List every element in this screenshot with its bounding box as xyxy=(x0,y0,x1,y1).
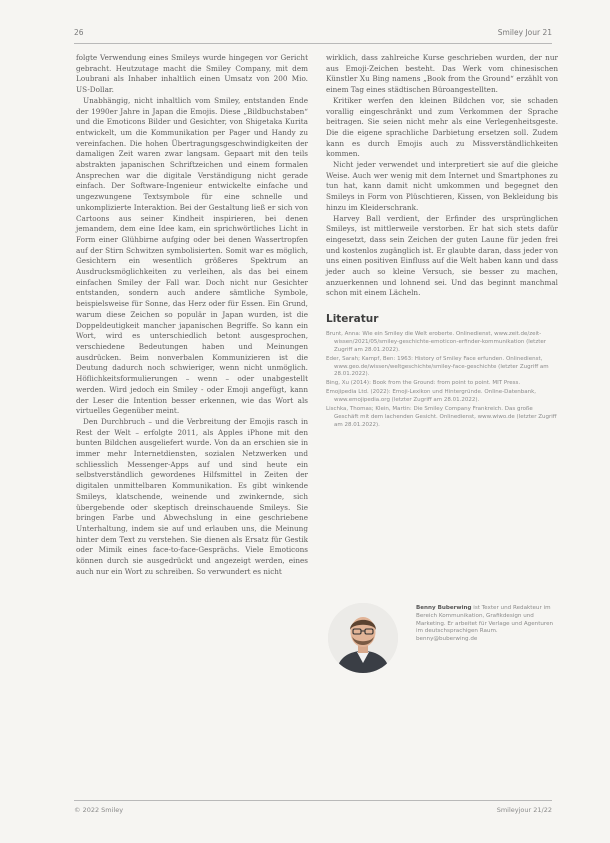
reference-list xyxy=(326,331,558,430)
page-footer xyxy=(74,806,552,816)
reference-item: Lischka, Thomas; Klein, Martin: Die Smiley Company Frankreich. Das große Geschäft mit dem lachenden Gesicht. Onlinedienst, www.wiwo.de (letzter Zugriff am 28.01.2022). xyxy=(326,406,557,428)
reference-item: Bing, Xu (2014): Book from the Ground: from point to point. MIT Press. xyxy=(326,380,521,387)
left-column xyxy=(76,53,308,577)
footer-issue: Smileyjour 21/22 xyxy=(496,806,552,814)
footer-copyright: © 2022 Smiley xyxy=(74,806,124,814)
paragraph: folgte Verwendung eines Smileys wurde hingegen vor Gericht gebracht. Heutzutage macht die Smiley Company, mit dem Loubrani als Inhaber inhaltlich einen Umsatz von 200 Mio. US-Dollar. xyxy=(76,53,308,95)
author-name: Benny Buberwing xyxy=(416,605,472,611)
reference-item: Brunt, Anna: Wie ein Smiley die Welt eroberte. Onlinedienst, www.zeit.de/zeit-wissen/2021/05/smiley-geschichte-emoticon-erfinder-kommunikation (letzter Zugriff am 28.01.2022). xyxy=(326,330,547,353)
paragraph: Harvey Ball verdient, der Erfinder des ursprünglichen Smileys, ist mittlerweile verstorben. Er hat sich stets dafür eingesetzt, dass sein Zeichen der guten Laune für jeden frei und kostenlos zugänglich ist. Er glaubte daran, dass jeder von uns einen positiven Einfluss auf die Welt haben kann und dass jeder auch so kleine Versuch, sie besser zu machen, anzuerkennen und lohnend sei. Und das beginnt manchmal schon mit einem Lächeln. xyxy=(326,213,558,298)
paragraph: wirklich, dass zahlreiche Kurse geschrieben wurden, der nur aus Emoji-Zeichen besteht. Das Werk vom chinesischen Künstler Xu Bing namens „Book from the Ground“ erzählt von einem Tag eines städtischen Büroangestellten. xyxy=(326,53,558,95)
author-photo xyxy=(328,603,398,673)
author-portrait-image xyxy=(328,603,398,673)
right-column xyxy=(326,53,558,431)
literature-heading: Literatur xyxy=(326,313,379,326)
author-email[interactable]: benny@buberwing.de xyxy=(416,636,478,643)
paragraph: Unabhängig, nicht inhaltlich vom Smiley, entstanden Ende der 1990er Jahre in Japan die Emojis. Diese „Bildbuchstaben“ und die Emoticons Bilder und Gesichter, von Shigetaka Kurita entwickelt, um die Kommunikation per Pager und Handy zu vereinfachen. Die hohen Übertragungsgeschwindigkeiten der damaligen Zeit waren zwar langsam. Gepaart mit den teils abstrakten japanischen Schriftzeichen und einem formalen Ansprechen war die digitale Verständigung nicht gerade einfach. Der Software-Ingenieur entwickelte einfache und ungezwungene Textsymbole für eine schnelle und unkomplizierte Interaktion. Bei der Gestaltung ließ er sich von Cartoons aus seiner Kindheit inspirieren, bei denen jemandem, dem eine Idee kam, ein sprichwörtliches Licht in Form einer Glühbirne aufging oder bei denen Wassertropfen auf der Stirn Schwitzen symbolisierten. Somit war es möglich, Gesichtern ein wesentlich größeres Spektrum an Ausdrucksmöglichkeiten zu verleihen, als das bei einem einfachen Smiley der Fall war. Doch nicht nur Gesichter entstanden, sondern auch andere sämtliche Symbole, beispielsweise für Sonne, das Herz oder für Essen. Ein Grund, warum diese Zeichen so populär in Japan wurden, ist die Doppeldeutigkeit mancher japanischen Begriffe. So kann ein Wort, wird es unterschiedlich betont ausgesprochen, verschiedene Bedeutungen haben und Meinungen ausdrücken. Beim nonverbalen Kommunizieren ist die Deutung dadurch noch schwieriger, wenn nicht unmöglich. Höflichkeitsformulierungen – wenn – oder unabgestellt werden. Wird jedoch ein Smiley - oder Emoji angefügt, kann der Leser die Intention besser erkennen, wie das Wort als virtuelles Gegenüber meint. xyxy=(76,95,308,416)
paragraph: Nicht jeder verwendet und interpretiert sie auf die gleiche Weise. Auch wer wenig mit dem Internet und Smartphones zu tun hat, kann damit nicht umkommen und begegnet den Smileys in Form von Plüschtieren, Kissen, von Bekleidung bis hinzu im Kleiderschrank. xyxy=(326,160,558,212)
author-description: ist Texter und Redakteur im Bereich Kommunikation, Grafikdesign und Marketing. Er arbeitet für Verlage und Agenturen im deutschsprachigen Raum. xyxy=(416,605,554,635)
reference-item: Eder, Sarah; Kampf, Ben: 1963: History of Smiley Face erfunden. Onlinedienst, www.geo.de/wissen/weltgeschichte/smiley-face-geschichte (letzter Zugriff am 28.01.2022). xyxy=(326,355,549,378)
footer-divider xyxy=(74,800,552,801)
header-divider xyxy=(74,43,552,44)
page-header xyxy=(74,28,552,42)
journal-title: Smiley Jour 21 xyxy=(497,28,552,37)
author-bio xyxy=(416,605,558,644)
paragraph: Den Durchbruch – und die Verbreitung der Emojis rasch in Rest der Welt – erfolgte 2011, als Apples iPhone mit den bunten Bildchen ausgeliefert wurde. Von da an erschien sie in immer mehr Internetdiensten, sozialen Netzwerken und schliesslich Messenger-Apps auf und sind heute ein selbstverständlich gewordenes Hilfsmittel in Zeiten der digitalen unmittelbaren Kommunikation. Es gibt winkende Smileys, klatschende, weinende und zwinkernde, sich übergebende oder skeptisch dreinschauende Smileys. Sie bringen Farbe und Abwechslung in eine geschriebene Unterhaltung, indem sie auf und erlauben uns, die Meinung hinter dem Text zu verstehen. Sie dienen als Ersatz für Gestik oder Mimik eines face-to-face-Gesprächs. Viele Emoticons können durch sie ausgedrückt und angezeigt werden, eines auch nur ein Wort zu schreiben. So verwundert es nicht xyxy=(76,416,308,576)
page-number: 26 xyxy=(74,28,84,37)
author-box xyxy=(326,603,558,677)
paragraph: Kritiker werfen den kleinen Bildchen vor, sie schaden vorallig eingeschränkt und zum Verkommen der Sprache beitragen. Sie seien nicht mehr als eine Verlegenheitsgeste. Die die eigene sprachliche Darbietung ersetzen soll. Zudem kann es durch Emojis auch zu Missverständlichkeiten kommen. xyxy=(326,95,558,159)
reference-item: Emojipedia Ltd. (2022): Emoji-Lexikon und Hintergründe. Online-Datenbank, www.emojipedia.org (letzter Zugriff am 28.01.2022). xyxy=(326,389,537,404)
